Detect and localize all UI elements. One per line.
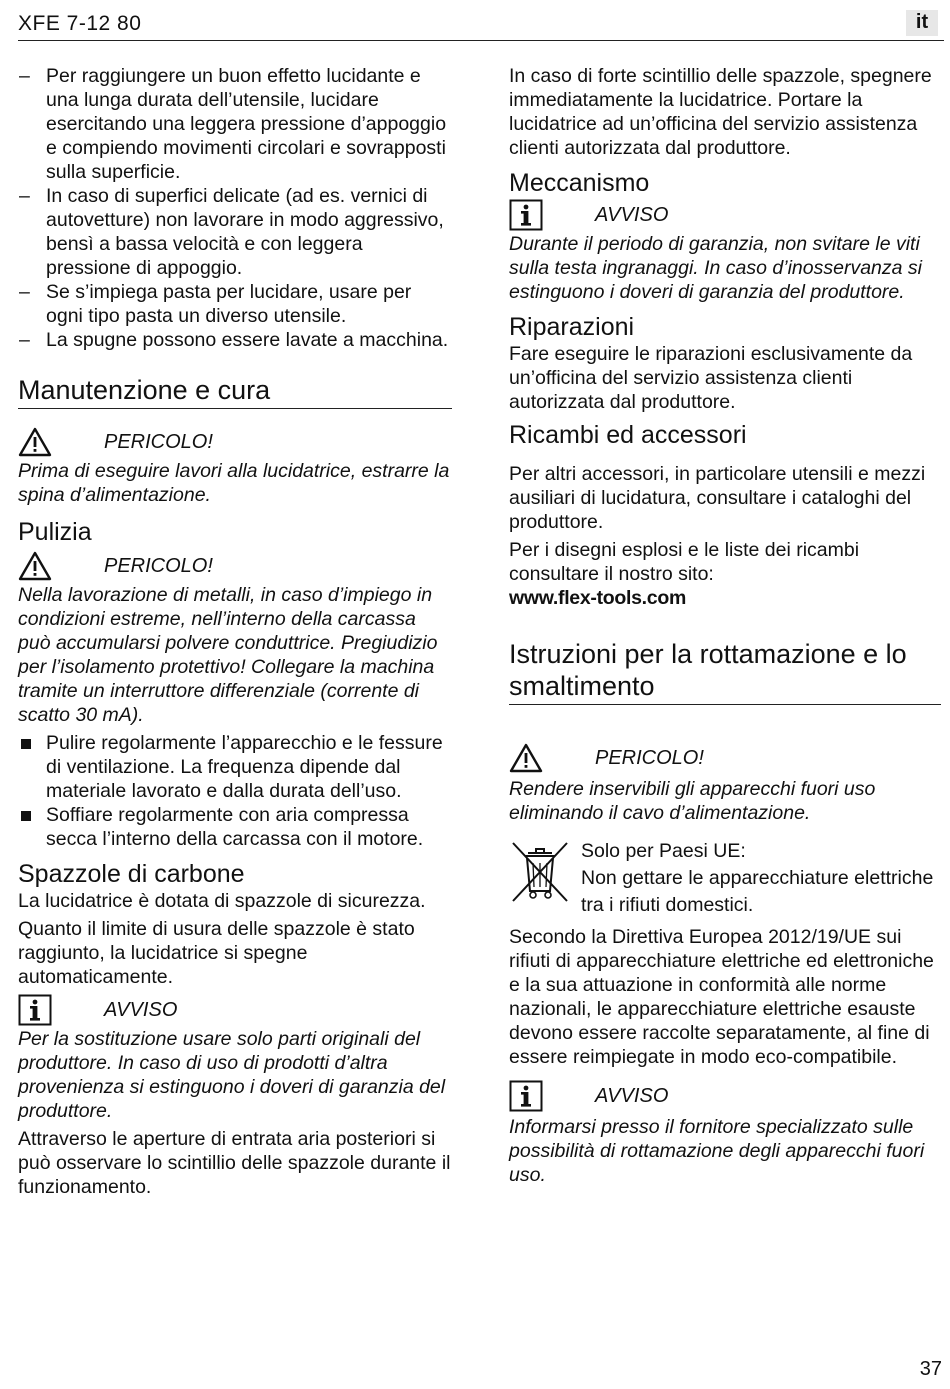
paragraph: La lucidatrice è dotata di spazzole di sicurezza. <box>18 890 426 912</box>
warning-triangle-icon <box>18 550 52 582</box>
disposal-notice <box>509 1079 941 1187</box>
maintenance-heading: Manutenzione e cura <box>18 374 452 409</box>
notice-label: AVVISO <box>595 1085 669 1107</box>
paragraph: Per i disegni esplosi e le liste dei ricambi consultare il nostro sito: <box>509 539 860 585</box>
brushes-notice <box>18 993 452 1123</box>
cleaning-heading: Pulizia <box>18 518 92 546</box>
eu-title: Solo per Paesi UE: <box>581 840 746 862</box>
warning-text: Rendere inservibili gli apparecchi fuori uso eliminando il cavo d’alimentazione. <box>509 778 876 824</box>
list-item: – Per raggiungere un buon effetto lucidante e una lunga durata dell’utensile, lucidare esercitando una leggera pressione d’appoggio e compiendo movimenti circolari e sovrapposti sulla superficie. <box>18 64 452 184</box>
list-item: – Se s’impiega pasta per lucidare, usare per ogni tipo pasta un diverso utensile. <box>18 280 452 328</box>
warning-triangle-icon <box>509 742 543 774</box>
info-icon <box>509 1080 543 1112</box>
paragraph: Fare eseguire le riparazioni esclusivamente da un’officina del servizio assistenza clienti autorizzata dal produttore. <box>509 343 913 413</box>
polishing-tips-list <box>18 64 452 352</box>
warning-label: PERICOLO! <box>104 431 213 453</box>
list-item: Soffiare regolarmente con aria compressa secca l’interno della carcassa con il motore. <box>18 803 452 851</box>
eu-text: Non gettare le apparecchiature elettriche tra i rifiuti domestici. <box>581 867 934 916</box>
mechanism-heading: Meccanismo <box>509 169 650 197</box>
maintenance-warning <box>18 425 452 507</box>
info-icon <box>509 199 543 231</box>
document-title: XFE 7-12 80 <box>18 12 142 35</box>
notice-text: Per la sostituzione usare solo parti originali del produttore. In caso di uso di prodotti d’altra provenienza si estinguono i doveri di garanzia del produttore. <box>18 1028 446 1122</box>
cleaning-list <box>18 731 452 851</box>
page-number: 37 <box>919 1358 942 1380</box>
warning-label: PERICOLO! <box>104 555 213 577</box>
info-icon <box>18 994 52 1026</box>
page-header <box>18 10 944 41</box>
eu-disposal-block <box>509 839 941 921</box>
list-item: Pulire regolarmente l’apparecchio e le fessure di ventilazione. La frequenza dipende dal materiale lavorato e dalla durata dell’uso. <box>18 731 452 803</box>
notice-text: Durante il periodo di garanzia, non svitare le viti sulla testa ingranaggi. In caso d’inosservanza si estinguono i doveri di garanzia del produttore. <box>509 233 922 303</box>
paragraph: In caso di forte scintillio delle spazzole, spegnere immediatamente la lucidatrice. Portare la lucidatrice ad un’officina del servizio assistenza clienti autorizzata dal produttore. <box>509 65 932 159</box>
repairs-heading: Riparazioni <box>509 313 635 341</box>
list-item: – La spugne possono essere lavate a macchina. <box>18 328 452 352</box>
crossed-out-bin-icon <box>509 839 571 905</box>
paragraph: Attraverso le aperture di entrata aria posteriori si può osservare lo scintillio delle spazzole durante il funzionamento. <box>18 1128 451 1198</box>
cleaning-warning <box>18 549 452 727</box>
right-column <box>509 64 941 1187</box>
spare-parts-heading: Ricambi ed accessori <box>509 421 747 449</box>
paragraph: Quanto il limite di usura delle spazzole è stato raggiunto, la lucidatrice si spegne automaticamente. <box>18 918 415 988</box>
disposal-warning <box>509 741 941 825</box>
notice-text: Informarsi presso il fornitore specializzato sulle possibilità di rottamazione degli apparecchi fuori uso. <box>509 1116 925 1186</box>
paragraph: Secondo la Direttiva Europea 2012/19/UE sui rifiuti di apparecchiature elettriche ed elettroniche e la sua attuazione in conformità alle norme nazionali, le apparecchiature elettriche esauste devono essere raccolte separatamente, al fine di essere reimpiegate in modo eco-compatibile. <box>509 926 934 1068</box>
disposal-heading: Istruzioni per la rottamazione e lo smaltimento <box>509 638 941 705</box>
left-column <box>18 64 452 1199</box>
warning-label: PERICOLO! <box>595 747 704 769</box>
language-badge: it <box>906 10 938 36</box>
mechanism-notice <box>509 198 941 304</box>
paragraph: Per altri accessori, in particolare utensili e mezzi ausiliari di lucidatura, consultare i cataloghi del produttore. <box>509 463 926 533</box>
notice-label: AVVISO <box>595 204 669 226</box>
notice-label: AVVISO <box>104 999 178 1021</box>
warning-triangle-icon <box>18 426 52 458</box>
website-link[interactable]: www.flex-tools.com <box>509 587 686 609</box>
warning-text: Nella lavorazione di metalli, in caso d’impiego in condizioni estreme, nell’interno della carcassa può accumularsi polvere conduttrice. Pregiudizio per l’isolamento protettivo! Collegare la machina tramite un interruttore differenziale (corrente di scatto 30 mA). <box>18 584 438 726</box>
warning-text: Prima di eseguire lavori alla lucidatrice, estrarre la spina d’alimentazione. <box>18 460 450 506</box>
carbon-brushes-heading: Spazzole di carbone <box>18 860 245 888</box>
list-item: – In caso di superfici delicate (ad es. vernici di autovetture) non lavorare in modo aggressivo, bensì a bassa velocità e con leggera pressione di appoggio. <box>18 184 452 280</box>
